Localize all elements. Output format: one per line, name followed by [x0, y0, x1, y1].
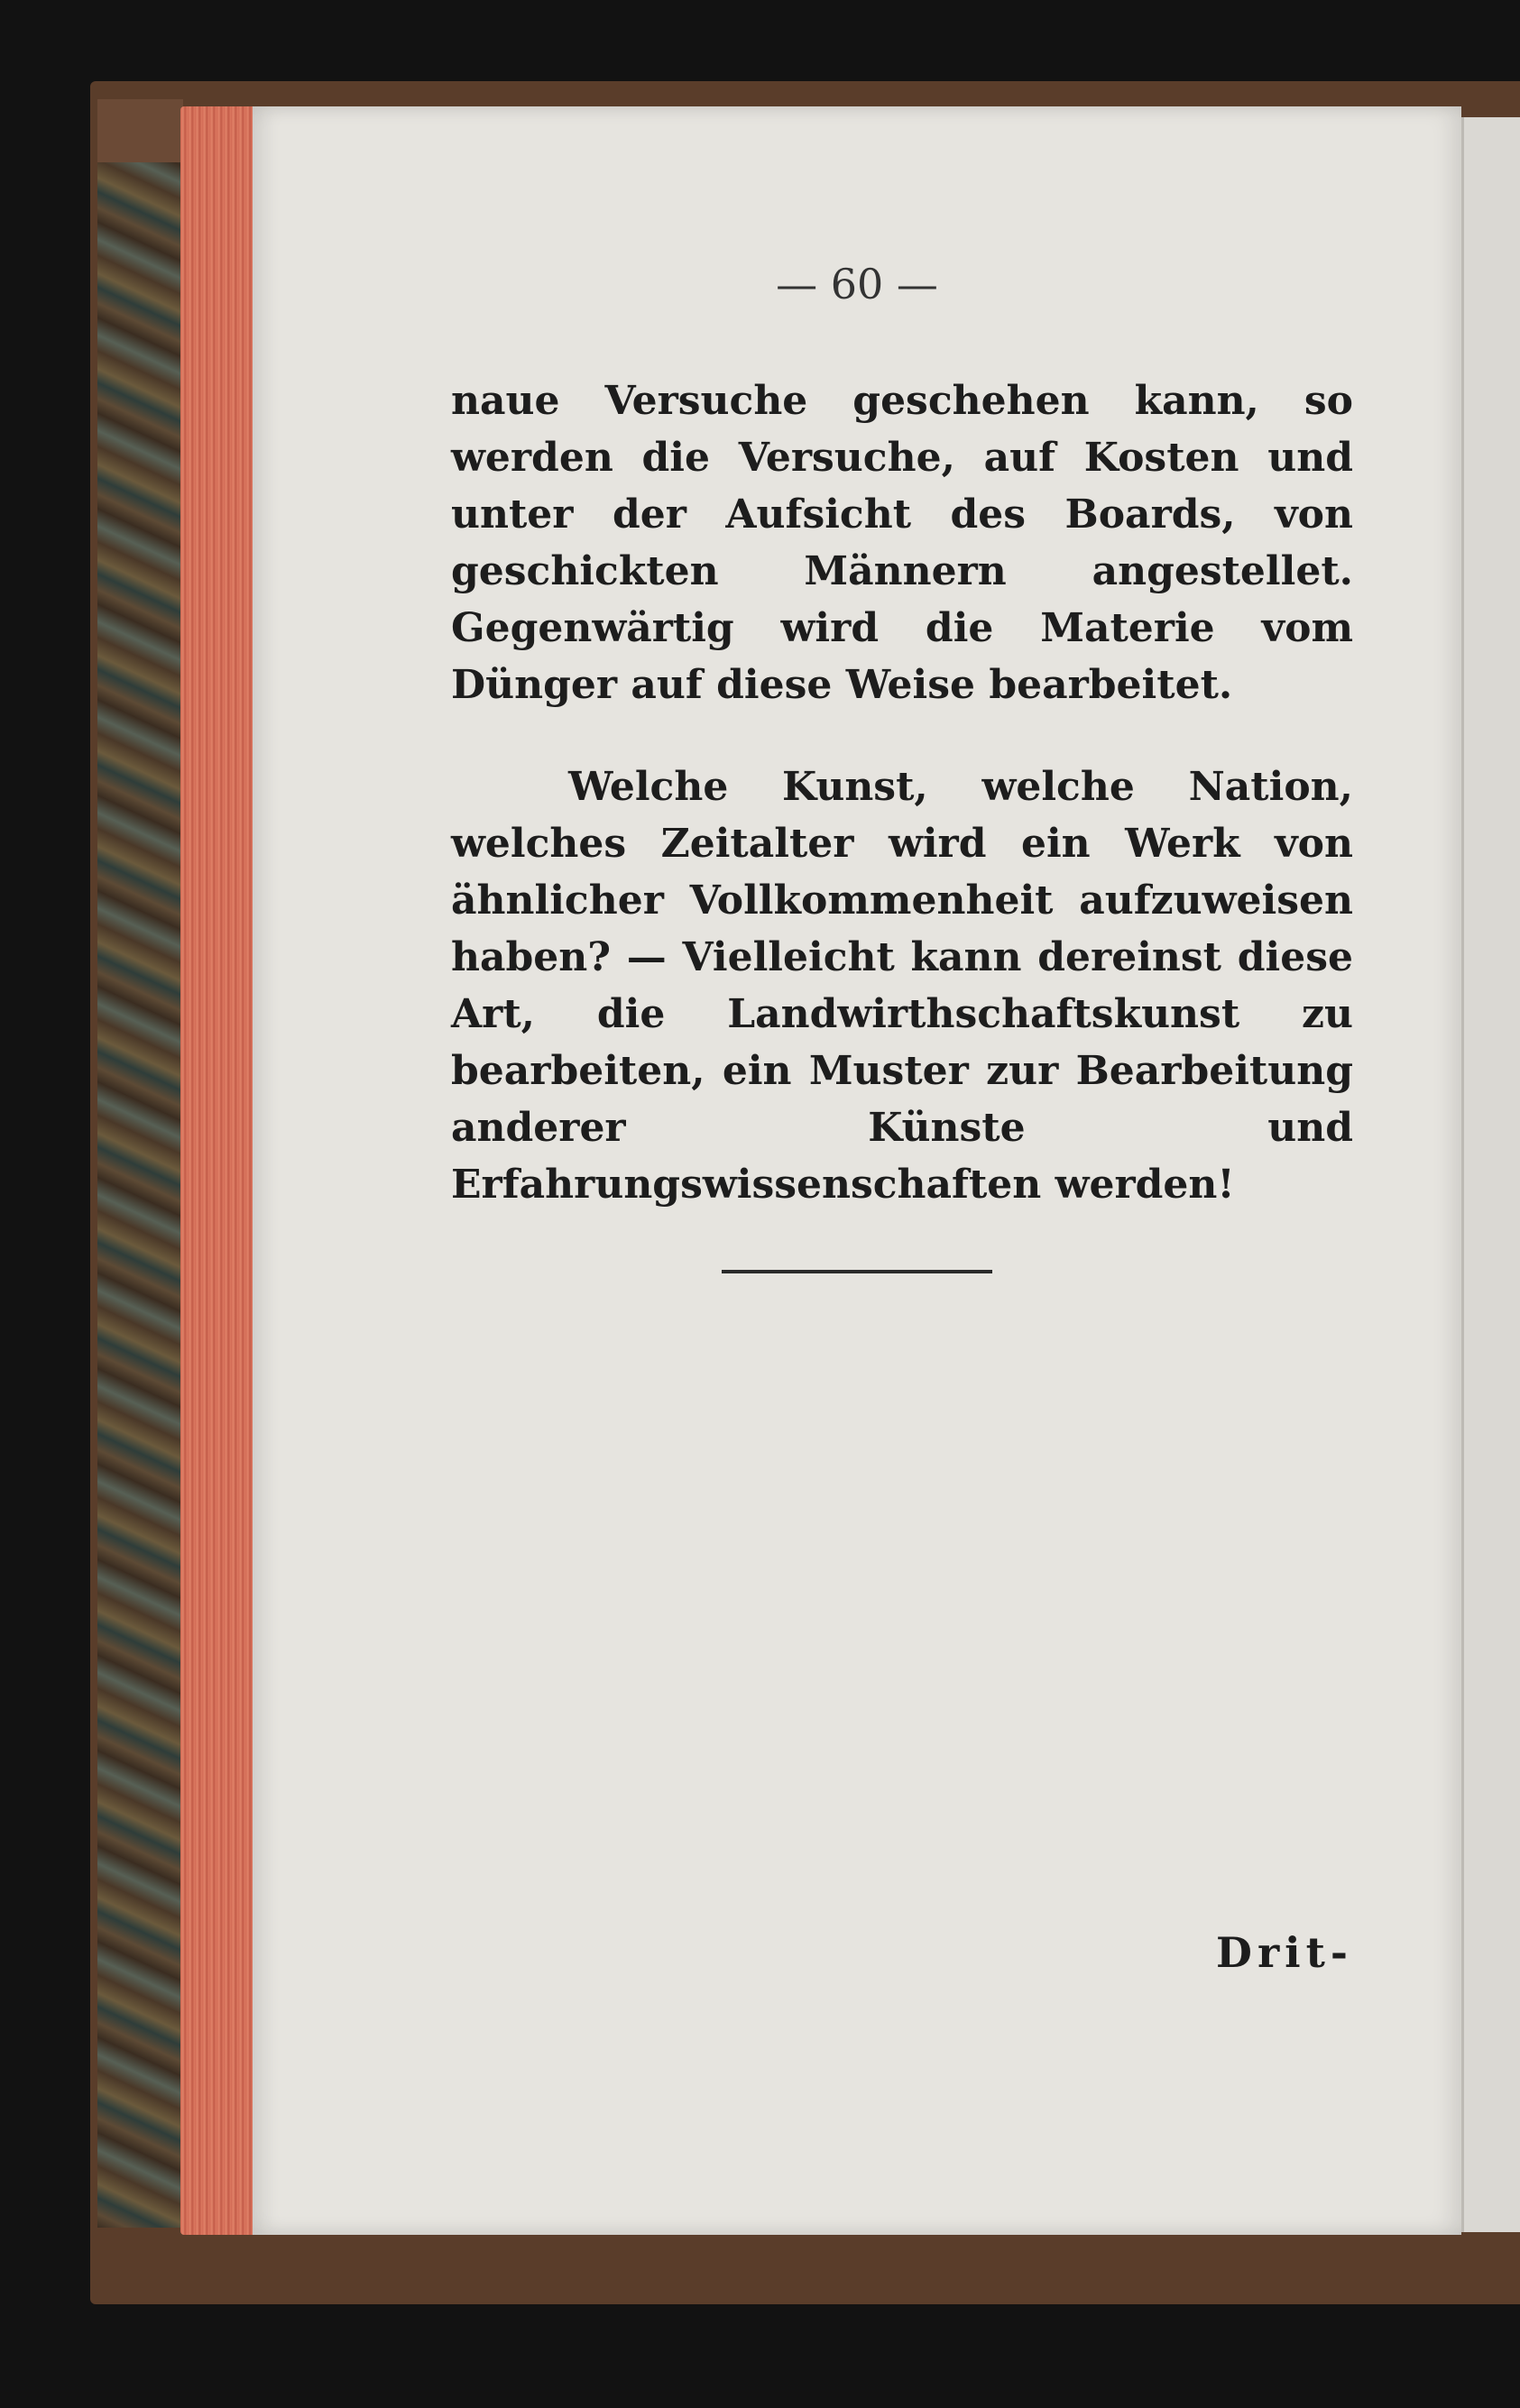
catchword: Drit- — [1216, 1928, 1353, 1977]
page-body — [451, 372, 1353, 1213]
page-number-header: — 60 — — [776, 260, 938, 308]
red-page-edges — [180, 106, 253, 2235]
book-spine — [97, 99, 183, 171]
section-divider-rule — [722, 1270, 992, 1273]
marbled-board-edge — [97, 162, 183, 2228]
facing-page-edge — [1461, 117, 1520, 2232]
paragraph-1: naue Versuche geschehen kann, so werden die Versuche, auf Kosten und unter der Aufsicht des Boards, von geschickten Männern angestellet. Gegenwärtig wird die Materie vom Dünger auf diese Weise bearbeitet. — [451, 378, 1353, 708]
book-page — [253, 106, 1461, 2235]
paragraph-2: Welche Kunst, welche Nation, welches Zeitalter wird ein Werk von ähnlicher Vollkommenheit aufzuweisen haben? — Vielleicht kann dereinst diese Art, die Landwirthschaftskunst zu bearbeiten, ein Muster zur Bearbeitung anderer Künste und Erfahrungswissenschaften werden! — [451, 764, 1353, 1208]
